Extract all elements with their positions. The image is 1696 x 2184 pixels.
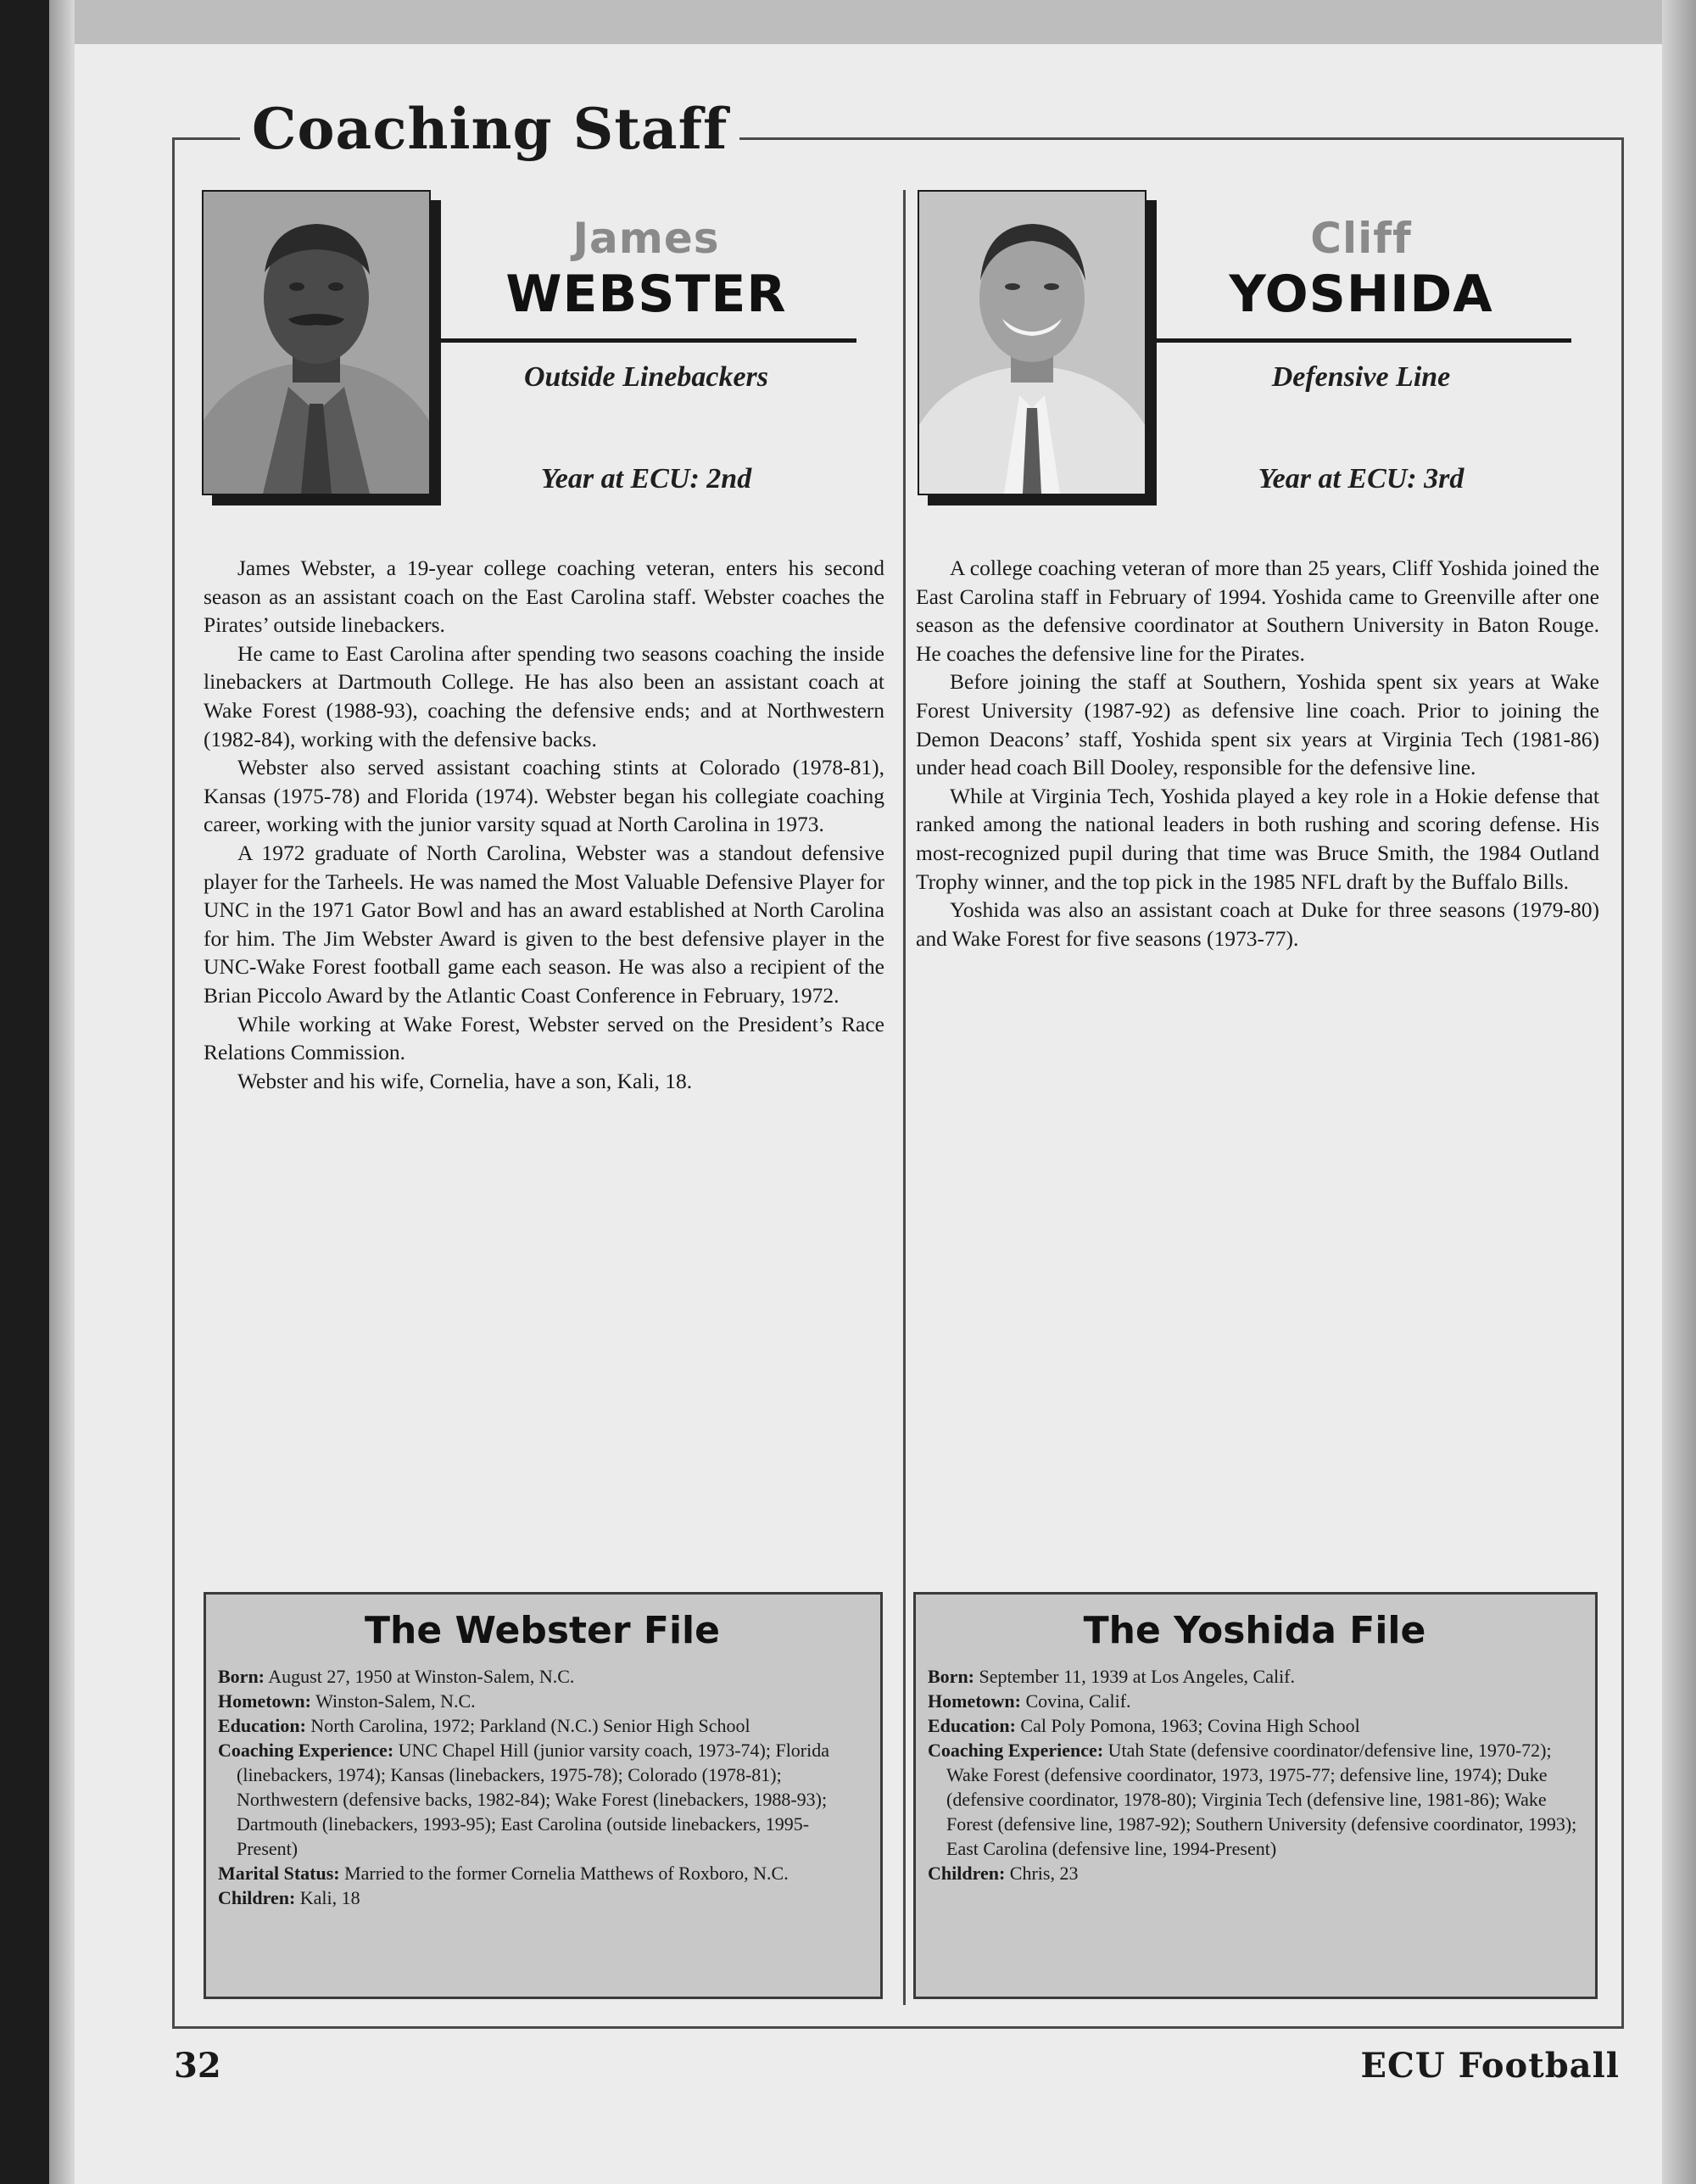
coach-file-webster [204, 1592, 883, 1999]
file-label: Born: [928, 1666, 974, 1687]
file-row [218, 1738, 867, 1861]
file-title: The Webster File [365, 1609, 720, 1652]
page-number: 32 [174, 2046, 221, 2086]
file-value: September 11, 1939 at Los Angeles, Calif. [979, 1666, 1296, 1687]
coach-file-yoshida [913, 1592, 1598, 1999]
file-label: Hometown: [218, 1690, 311, 1712]
coach-first-name: James [572, 214, 720, 263]
portrait-image [204, 192, 429, 494]
file-label: Education: [928, 1715, 1016, 1736]
bio-paragraph: While at Virginia Tech, Yoshida played a key role in a Hokie defense that ranked among the national leaders in both rushing and scoring defense. His most-recognized pupil during that time was Bruce Smith, the 1984 Outland Trophy winner, and the top pick in the 1985 NFL draft by the Buffalo Bills. [916, 783, 1599, 894]
page-gutter [49, 0, 75, 2184]
bio-paragraph: A 1972 graduate of North Carolina, Webster was a standout defensive player for the Tarheels. He was named the Most Valuable Defensive Player for UNC in the 1971 Gator Bowl and has an award established at North Carolina for him. The Jim Webster Award is given to the best defensive player in the UNC-Wake Forest football game each season. He was also a recipient of the Brian Piccolo Award by the Atlantic Coast Conference in February, 1972. [204, 840, 884, 1008]
file-row [218, 1664, 867, 1689]
file-value: August 27, 1950 at Winston-Salem, N.C. [268, 1666, 575, 1687]
coach-bio-webster [204, 554, 884, 1095]
file-value: Kali, 18 [299, 1887, 360, 1908]
file-row [928, 1664, 1582, 1689]
file-row [928, 1738, 1582, 1861]
bio-paragraph: Webster also served assistant coaching stints at Colorado (1978-81), Kansas (1975-78) and Florida (1974). Webster began his collegiate coaching career, working with the junior varsity squad at North Carolina in 1973. [204, 755, 884, 837]
file-value: Chris, 23 [1009, 1863, 1079, 1884]
file-row [928, 1861, 1582, 1885]
file-row [928, 1689, 1582, 1713]
file-label: Hometown: [928, 1690, 1021, 1712]
bio-paragraph: While working at Wake Forest, Webster served on the President’s Race Relations Commission. [204, 1011, 884, 1065]
page-edge [1662, 0, 1696, 2184]
file-value: Married to the former Cornelia Matthews of Roxboro, N.C. [344, 1863, 789, 1884]
binding-spine [0, 0, 49, 2184]
coach-year-at-ecu: Year at ECU: 3rd [1258, 463, 1464, 494]
file-value: Covina, Calif. [1025, 1690, 1131, 1712]
bio-paragraph: A college coaching veteran of more than 25 years, Cliff Yoshida joined the East Carolina staff in February of 1994. Yoshida came to Greenville after one season as the defensive coordinator at Southern University in Baton Rouge. He coaches the defensive line for the Pirates. [916, 556, 1599, 666]
file-label: Coaching Experience: [218, 1740, 394, 1761]
page-title: Coaching Staff [240, 95, 739, 163]
coach-bio-yoshida [916, 554, 1599, 952]
coach-last-name: YOSHIDA [1229, 265, 1493, 324]
coach-first-name: Cliff [1310, 214, 1412, 263]
file-value: Cal Poly Pomona, 1963; Covina High School [1020, 1715, 1360, 1736]
bio-paragraph: Webster and his wife, Cornelia, have a son, Kali, 18. [237, 1068, 693, 1093]
file-row [218, 1713, 867, 1738]
file-label: Coaching Experience: [928, 1740, 1104, 1761]
file-title: The Yoshida File [1083, 1609, 1426, 1652]
column-divider [903, 190, 906, 2005]
name-rule [434, 338, 856, 343]
bio-paragraph: Yoshida was also an assistant coach at Duke for three seasons (1979-80) and Wake Forest for five seasons (1973-77). [916, 897, 1599, 951]
file-label: Marital Status: [218, 1863, 340, 1884]
coach-photo-webster [202, 190, 431, 495]
footer-title: ECU Football [1360, 2046, 1620, 2086]
file-row [218, 1861, 867, 1885]
file-label: Education: [218, 1715, 306, 1736]
name-rule [1149, 338, 1571, 343]
portrait-image [919, 192, 1145, 494]
file-row [928, 1713, 1582, 1738]
file-label: Born: [218, 1666, 265, 1687]
coach-position: Defensive Line [1271, 361, 1451, 393]
file-value: North Carolina, 1972; Parkland (N.C.) Senior High School [310, 1715, 750, 1736]
coach-year-at-ecu: Year at ECU: 2nd [540, 463, 752, 494]
file-label: Children: [218, 1887, 296, 1908]
coach-last-name: WEBSTER [505, 265, 787, 324]
file-label: Children: [928, 1863, 1006, 1884]
file-value: Winston-Salem, N.C. [315, 1690, 476, 1712]
file-value: UNC Chapel Hill (junior varsity coach, 1973-74); Florida (linebackers, 1974); Kansas (linebackers, 1975-78); Colorado (1978-81); Northwestern (defensive backs, 1982-84); Wake Forest (linebackers, 1988-93); Dartmouth (linebackers, 1993-95); East Carolina (outside linebackers, 1995-Present) [237, 1740, 830, 1859]
file-value: Utah State (defensive coordinator/defensive line, 1970-72); Wake Forest (defensive coordinator, 1973, 1975-77; defensive line, 1974); Duke (defensive coordinator, 1978-80); Virginia Tech (defensive line, 1981-86); Wake Forest (defensive line, 1987-92); Southern University (defensive coordinator, 1993); East Carolina (defensive line, 1994-Present) [946, 1740, 1577, 1859]
bio-paragraph: James Webster, a 19-year college coaching veteran, enters his second season as an assistant coach on the East Carolina staff. Webster coaches the Pirates’ outside linebackers. [204, 556, 884, 638]
bio-paragraph: Before joining the staff at Southern, Yoshida spent six years at Wake Forest University (1987-92) as defensive line coach. Prior to joining the Demon Deacons’ staff, Yoshida spent six years at Virginia Tech (1981-86) under head coach Bill Dooley, responsible for the defensive line. [916, 669, 1599, 780]
bio-paragraph: He came to East Carolina after spending two seasons coaching the inside linebackers at Dartmouth College. He has also been an assistant coach at Wake Forest (1988-93), coaching the defensive ends; and at Northwestern (1982-84), working with the defensive backs. [204, 640, 884, 751]
coach-position: Outside Linebackers [523, 361, 769, 393]
file-row [218, 1885, 867, 1910]
file-row [218, 1689, 867, 1713]
coach-photo-yoshida [918, 190, 1146, 495]
